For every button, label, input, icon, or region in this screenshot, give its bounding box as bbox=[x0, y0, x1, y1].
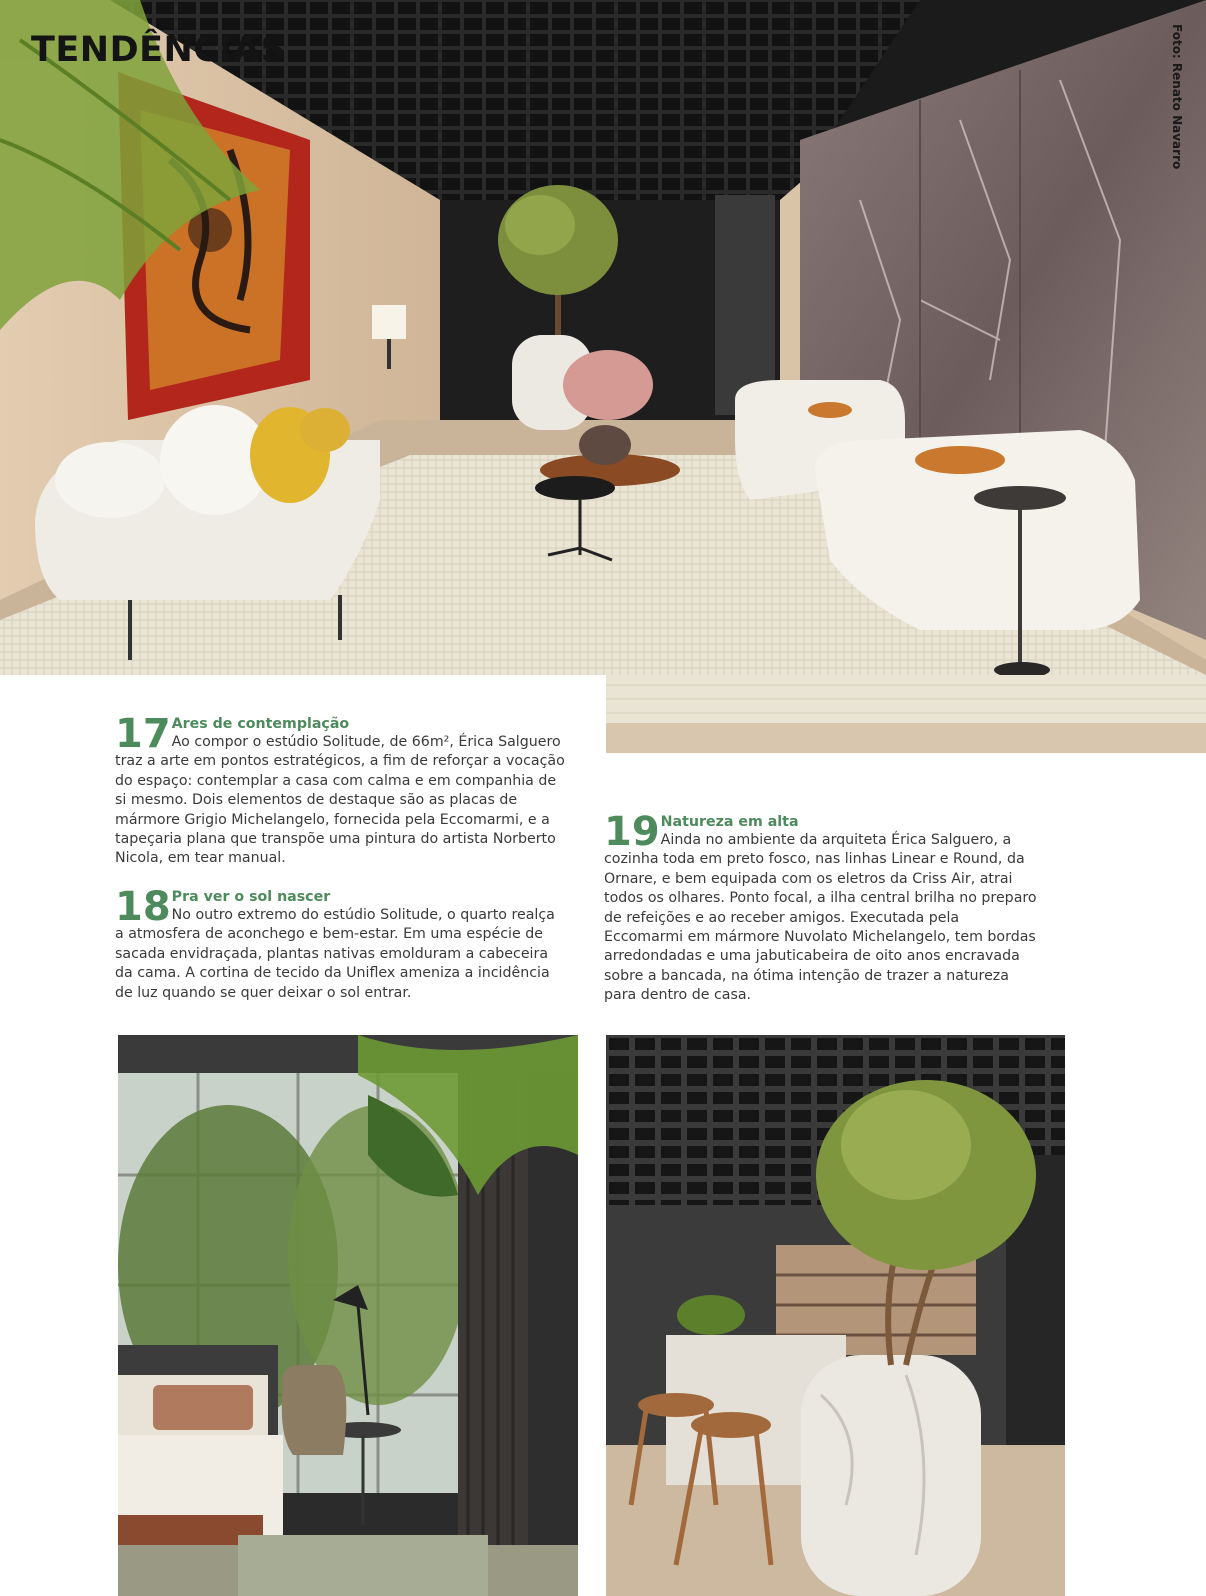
article-item-17 bbox=[115, 711, 565, 869]
item-body: No outro extremo do estúdio Solitude, o quarto realça a atmosfera de aconchego e bem-estar. Em uma espécie de sacada envidraçada, plantas nativas emolduram a cabeceira da cama. A cortina de tecido da Uniflex ameniza a incidência de luz quando se quer deixar o sol entrar. bbox=[115, 907, 555, 1001]
photo-credit: Foto: Renato Navarro bbox=[1170, 24, 1184, 170]
living-room-photo-floor bbox=[606, 675, 1206, 753]
item-heading: Pra ver o sol nascer bbox=[171, 889, 331, 905]
item-number: 19 bbox=[604, 809, 660, 855]
bedroom-photo bbox=[118, 1035, 578, 1596]
item-heading: Natureza em alta bbox=[660, 814, 799, 830]
item-body: Ao compor o estúdio Solitude, de 66m², Érica Salguero traz a arte em pontos estratégicos, a fim de reforçar a vocação do espaço: contemplar a casa com calma e em companhia de si mesmo. Dois elementos de destaque são as placas de mármore Grigio Michelangelo, fornecida pela Eccomarmi, e a tapeçaria plana que transpõe uma pintura do artista Norberto Nicola, em tear manual. bbox=[115, 734, 565, 867]
item-number: 17 bbox=[115, 711, 171, 757]
article-item-18 bbox=[115, 884, 565, 1003]
kitchen-photo bbox=[606, 1035, 1065, 1596]
living-room-photo bbox=[0, 0, 1206, 675]
article-item-19 bbox=[604, 809, 1040, 1006]
item-heading: Ares de contemplação bbox=[171, 716, 350, 732]
section-tag: TENDÊNCIAS bbox=[31, 30, 287, 70]
item-body: Ainda no ambiente da arquiteta Érica Salguero, a cozinha toda em preto fosco, nas linhas Linear e Round, da Ornare, e bem equipada com os eletros da Criss Air, atrai todos os olhares. Ponto focal, a ilha central brilha no preparo de refeições e ao receber amigos. Executada pela Eccomarmi em mármore Nuvolato Michelangelo, tem bordas arredondadas e uma jabuticabeira de oito anos encravada sobre a bancada, na ótima intenção de trazer a natureza para dentro de casa. bbox=[604, 832, 1037, 1004]
item-number: 18 bbox=[115, 884, 171, 930]
